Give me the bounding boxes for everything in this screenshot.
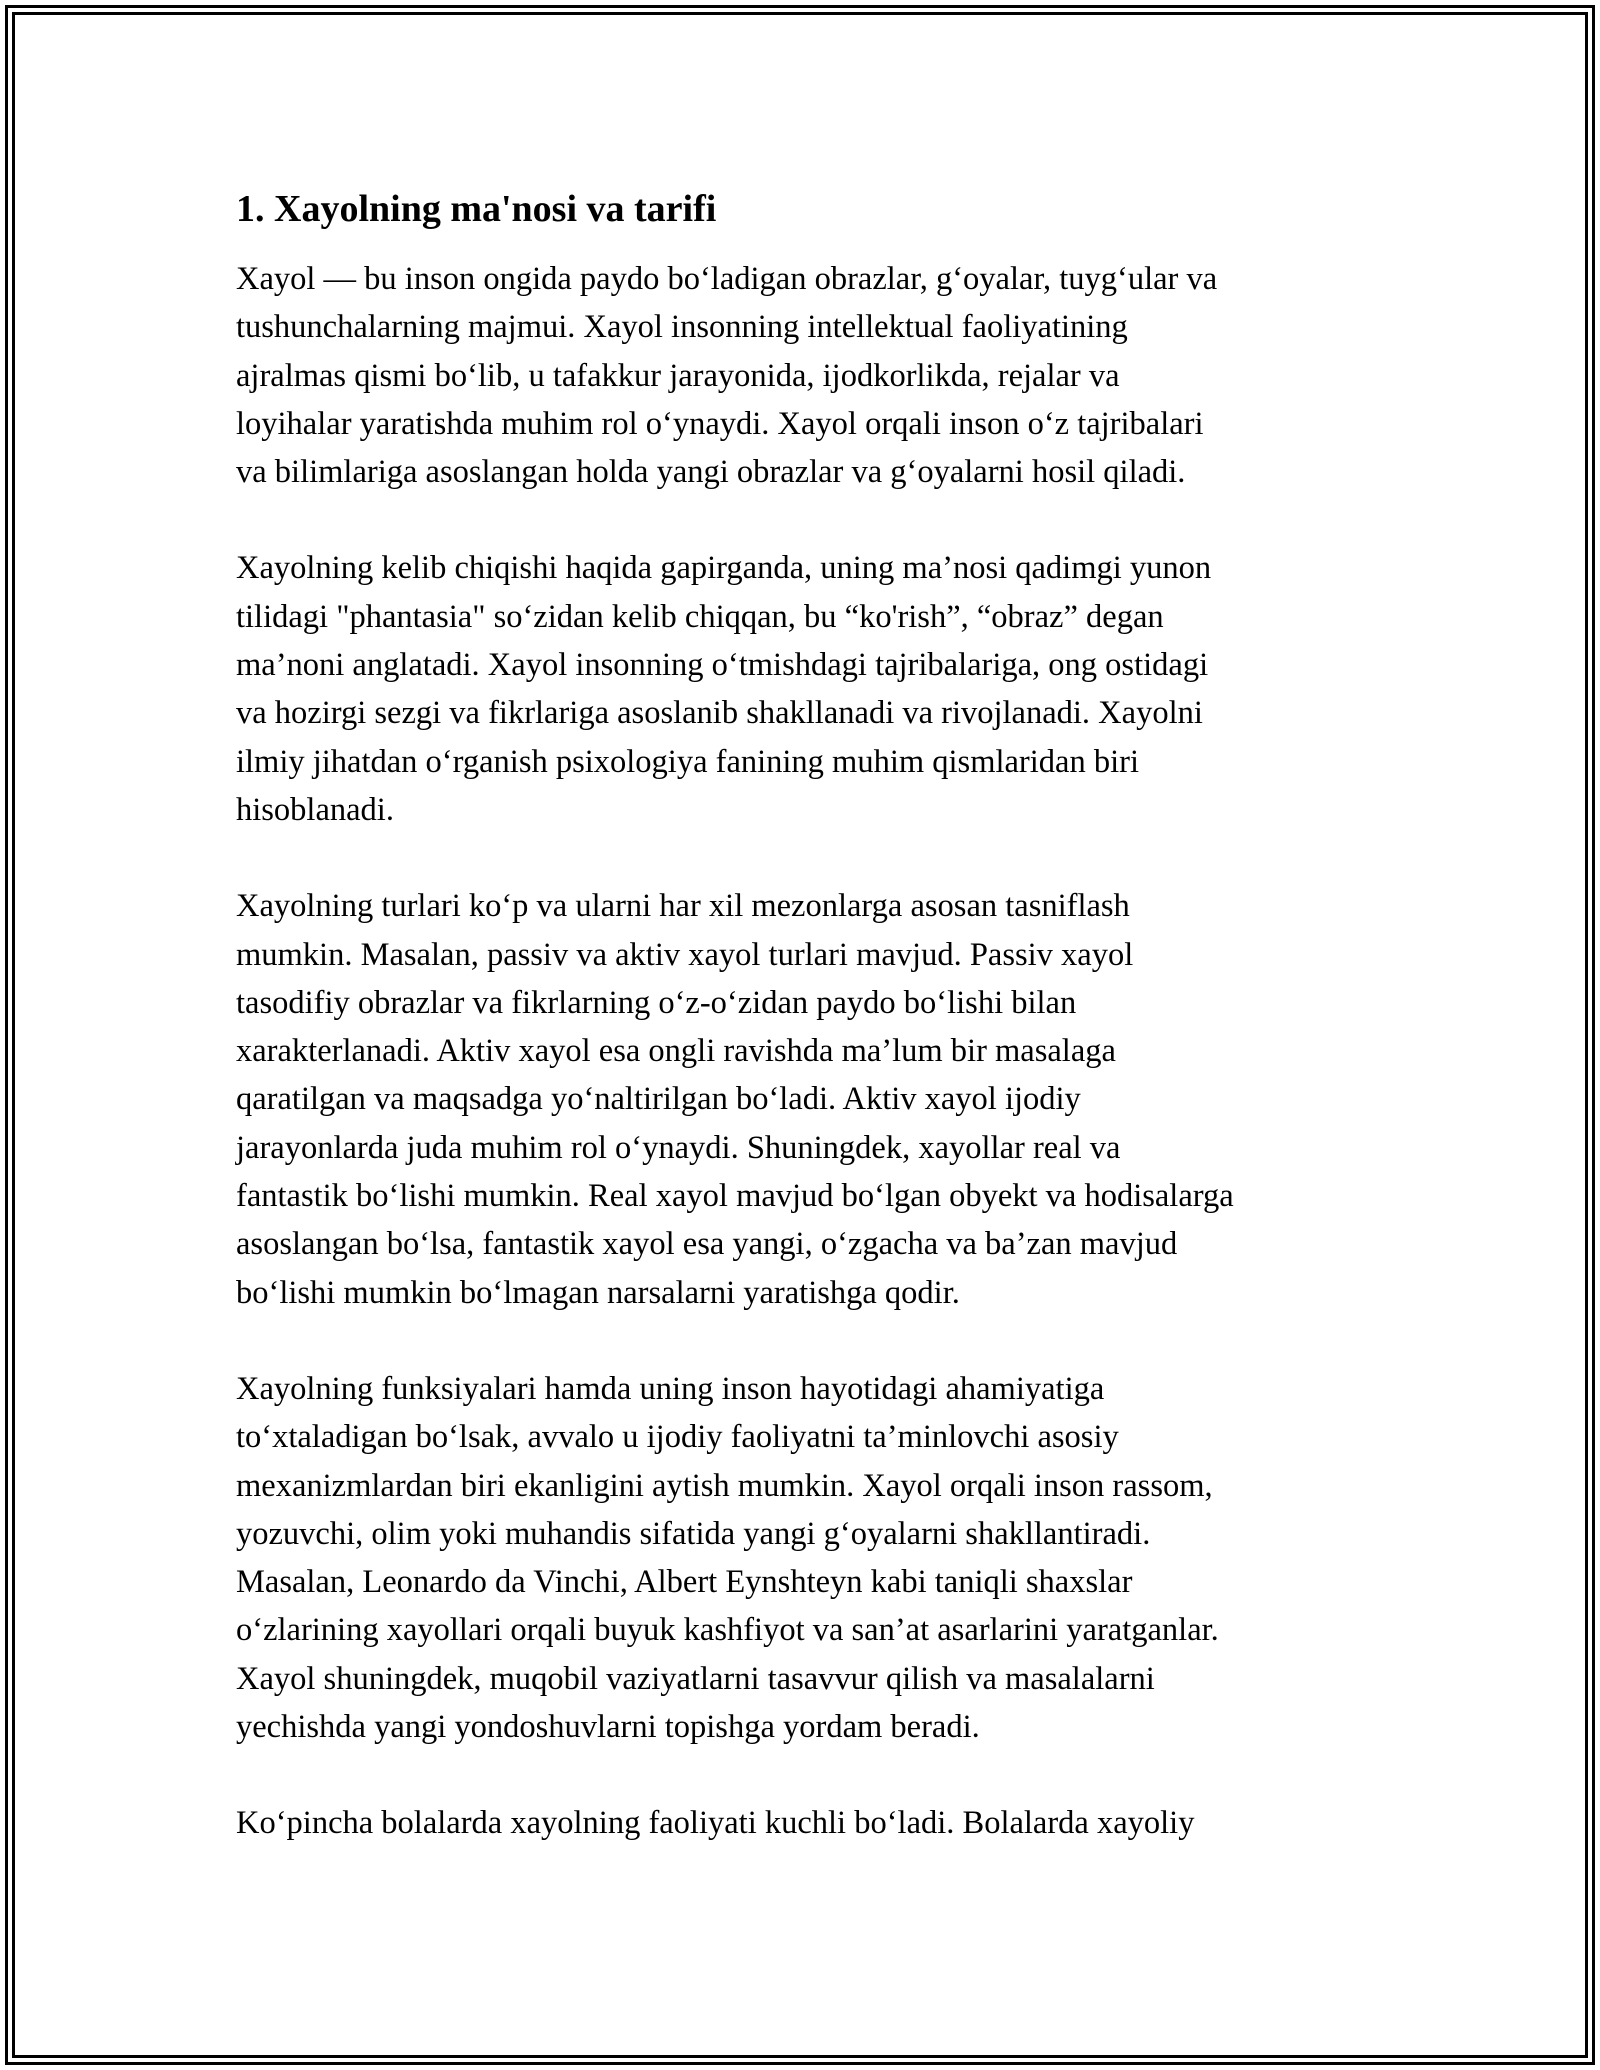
- paragraph-origin: Xayolning kelib chiqishi haqida gapirganda, uning ma’nosi qadimgi yunon tilidagi "phantasia" so‘zidan kelib chiqqan, bu “ko'rish”, “obraz” degan ma’noni anglatadi. Xayol insonning o‘tmishdagi tajribalariga, ong ostidagi va hozirgi sezgi va fikrlariga asoslanib shakllanadi va rivojlanadi. Xayolni ilmiy jihatdan o‘rganish psixologiya fanining muhim qismlaridan biri hisoblanadi.: [236, 550, 1212, 828]
- section-heading: 1. Xayolning ma'nosi va tarifi: [236, 188, 717, 230]
- paragraph-types: Xayolning turlari ko‘p va ularni har xil mezonlarga asosan tasniflash mumkin. Masalan, passiv va aktiv xayol turlari mavjud. Passiv xayol tasodifiy obrazlar va fikrlarning o‘z-o‘zidan paydo bo‘lishi bilan xarakterlanadi. Aktiv xayol esa ongli ravishda ma’lum bir masalaga qaratilgan va maqsadga yo‘naltirilgan bo‘ladi. Aktiv xayol ijodiy jarayonlarda juda muhim rol o‘ynaydi. Shuningdek, xayollar real va fantastik bo‘lishi mumkin. Real xayol mavjud bo‘lgan obyekt va hodisalarga asoslangan bo‘lsa, fantastik xayol esa yangi, o‘zgacha va ba’zan mavjud bo‘lishi mumkin bo‘lmagan narsalarni yaratishga qodir.: [236, 888, 1234, 1311]
- paragraph-children: Ko‘pincha bolalarda xayolning faoliyati kuchli bo‘ladi. Bolalarda xayoliy: [236, 1805, 1195, 1842]
- paragraph-functions: Xayolning funksiyalari hamda uning inson hayotidagi ahamiyatiga to‘xtaladigan bo‘lsak, avvalo u ijodiy faoliyatni ta’minlovchi asosiy mexanizmlardan biri ekanligini aytish mumkin. Xayol orqali inson rassom, yozuvchi, olim yoki muhandis sifatida yangi g‘oyalarni shakllantiradi. Masalan, Leonardo da Vinchi, Albert Eynshteyn kabi taniqli shaxslar o‘zlarining xayollari orqali buyuk kashfiyot va san’at asarlarini yaratganlar. Xayol shuningdek, muqobil vaziyatlarni tasavvur qilish va masalalarni yechishda yangi yondoshuvlarni topishga yordam beradi.: [236, 1370, 1219, 1746]
- paragraph-definition: Xayol — bu inson ongida paydo bo‘ladigan obrazlar, g‘oyalar, tuyg‘ular va tushunchalarning majmui. Xayol insonning intellektual faoliyatining ajralmas qismi bo‘lib, u tafakkur jarayonida, ijodkorlikda, rejalar va loyihalar yaratishda muhim rol o‘ynaydi. Xayol orqali inson o‘z tajribalari va bilimlariga asoslangan holda yangi obrazlar va g‘oyalarni hosil qiladi.: [236, 261, 1218, 491]
- document-body: [236, 185, 1374, 1896]
